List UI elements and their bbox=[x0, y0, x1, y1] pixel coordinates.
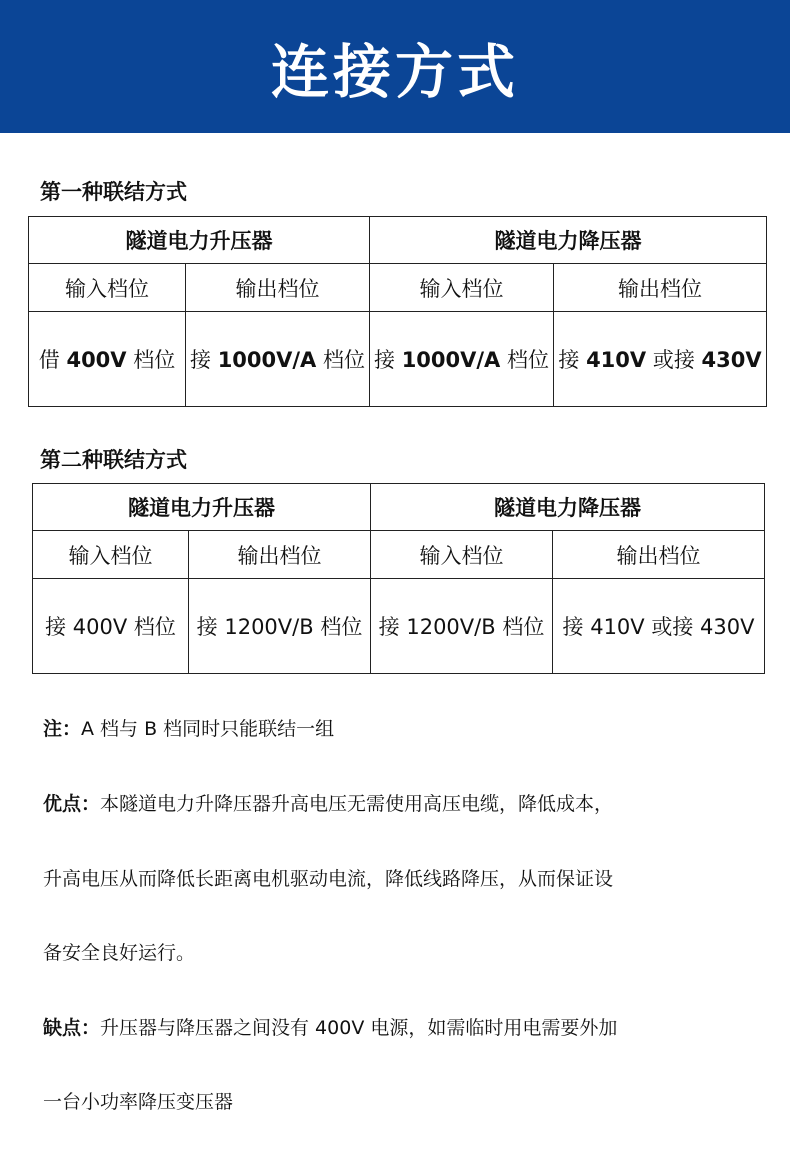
method1-subheader: 输入档位 bbox=[29, 264, 186, 312]
method1-group-step-down: 隧道电力降压器 bbox=[370, 217, 767, 264]
method1-cell: 接 410V 或接 430V bbox=[554, 312, 767, 407]
disadvantages-line-2: 一台小功率降压变压器 bbox=[43, 1091, 234, 1113]
advantages-line-3: 备安全良好运行。 bbox=[43, 942, 196, 964]
advantages-line-2: 升高电压从而降低长距离电机驱动电流，降低线路降压，从而保证设 bbox=[43, 868, 614, 890]
method1-subheader: 输出档位 bbox=[186, 264, 370, 312]
method2-subheader: 输入档位 bbox=[371, 531, 553, 579]
method1-cell: 借 400V 档位 bbox=[29, 312, 186, 407]
method2-group-step-down: 隧道电力降压器 bbox=[371, 484, 765, 531]
method1-cell: 接 1000V/A 档位 bbox=[370, 312, 554, 407]
method1-subheader: 输出档位 bbox=[554, 264, 767, 312]
page-title: 连接方式 bbox=[270, 37, 519, 106]
note bbox=[43, 714, 334, 741]
method2-subheader: 输出档位 bbox=[189, 531, 371, 579]
header-banner bbox=[0, 0, 790, 133]
advantages-label: 优点： bbox=[43, 793, 101, 815]
method1-cell: 接 1000V/A 档位 bbox=[186, 312, 370, 407]
note-label: 注： bbox=[43, 718, 82, 740]
method1-group-step-up: 隧道电力升压器 bbox=[29, 217, 370, 264]
method2-group-step-up: 隧道电力升压器 bbox=[33, 484, 371, 531]
method2-cell: 接 410V 或接 430V bbox=[553, 579, 765, 674]
method1-title: 第一种联结方式 bbox=[40, 179, 187, 204]
note-text: A 档与 B 档同时只能联结一组 bbox=[81, 718, 335, 740]
method2-cell: 接 1200V/B 档位 bbox=[189, 579, 371, 674]
disadvantages-label: 缺点： bbox=[43, 1017, 101, 1039]
method2-title: 第二种联结方式 bbox=[40, 447, 187, 472]
disadvantages-line-1: 缺点：升压器与降压器之间没有 400V 电源，如需临时用电需要外加 bbox=[43, 1017, 618, 1039]
method1-subheader: 输入档位 bbox=[370, 264, 554, 312]
method2-cell: 接 400V 档位 bbox=[33, 579, 189, 674]
method2-subheader: 输出档位 bbox=[553, 531, 765, 579]
method1-table bbox=[28, 216, 767, 407]
advantages-line-1: 优点：本隧道电力升降压器升高电压无需使用高压电缆，降低成本， bbox=[43, 793, 614, 815]
method2-table bbox=[32, 483, 765, 674]
method2-cell: 接 1200V/B 档位 bbox=[371, 579, 553, 674]
method2-subheader: 输入档位 bbox=[33, 531, 189, 579]
